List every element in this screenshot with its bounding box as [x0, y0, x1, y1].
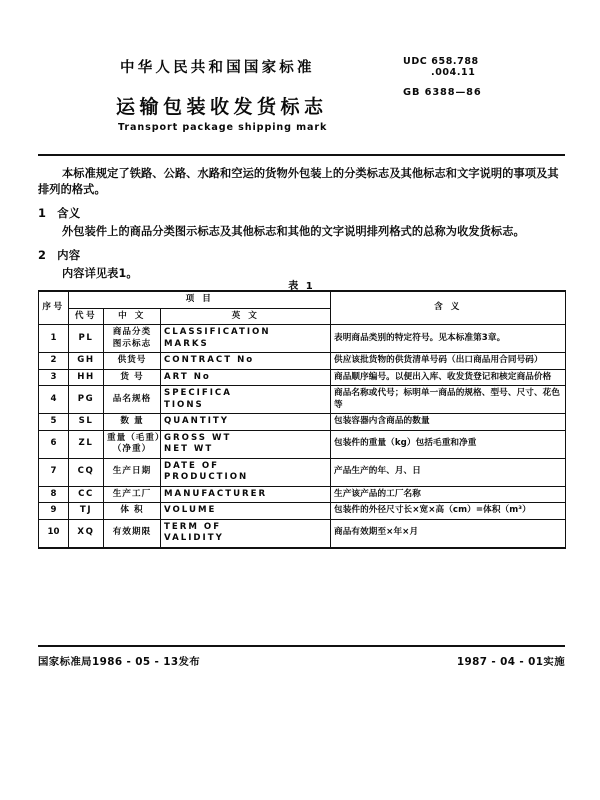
udc-number-line1: UDC 658.788: [403, 56, 479, 67]
cell-english: TERM OF VALIDITY: [161, 519, 331, 548]
table-row: [39, 430, 566, 458]
cell-english: CONTRACT No: [161, 353, 331, 370]
cell-chinese: 数 量: [104, 414, 161, 431]
cell-serial-no: 9: [39, 503, 69, 520]
cell-chinese: 生产工厂: [104, 486, 161, 503]
cell-chinese: 货 号: [104, 369, 161, 386]
cell-english: MANUFACTURER: [161, 486, 331, 503]
national-standard-label: 中华人民共和国国家标准: [120, 60, 315, 76]
document-body: [38, 166, 565, 282]
table-head: [39, 291, 566, 325]
spec-table: [38, 290, 566, 549]
document-header: [38, 46, 565, 146]
cell-meaning: 包装容器内含商品的数量: [331, 414, 566, 431]
cell-code: CQ: [69, 458, 104, 486]
cell-chinese: 商品分类 图示标志: [104, 325, 161, 353]
cell-code: GH: [69, 353, 104, 370]
cell-meaning: 包装件的重量（kg）包括毛重和净重: [331, 430, 566, 458]
cell-chinese: 体 积: [104, 503, 161, 520]
cell-chinese: 供货号: [104, 353, 161, 370]
header-divider-rule: [38, 154, 565, 156]
table-body: [39, 325, 566, 548]
section-2-number: 2: [38, 248, 47, 262]
th-code: 代号: [69, 308, 104, 325]
table-row: [39, 386, 566, 414]
cell-meaning: 生产该产品的工厂名称: [331, 486, 566, 503]
table-row: [39, 353, 566, 370]
cell-english: DATE OF PRODUCTION: [161, 458, 331, 486]
section-2-title: 内容: [57, 248, 81, 262]
th-serial-no: 序号: [39, 291, 69, 325]
issue-date: 国家标准局1986 - 05 - 13发布: [38, 656, 201, 668]
udc-number-line2: .004.11: [431, 67, 476, 78]
udc-block: [403, 56, 543, 98]
cell-chinese: 重量（毛重） （净重）: [104, 430, 161, 458]
cell-serial-no: 5: [39, 414, 69, 431]
cell-meaning: 商品有效期至×年×月: [331, 519, 566, 548]
th-meaning: 含 义: [331, 291, 566, 325]
section-1-number: 1: [38, 206, 47, 220]
cell-meaning: 商品顺序编号。以便出入库、收发货登记和核定商品价格: [331, 369, 566, 386]
cell-code: CC: [69, 486, 104, 503]
cell-meaning: 包装件的外径尺寸长×宽×高（cm）=体积（m³）: [331, 503, 566, 520]
effective-date: 1987 - 04 - 01实施: [456, 656, 565, 668]
cell-serial-no: 8: [39, 486, 69, 503]
cell-serial-no: 6: [39, 430, 69, 458]
cell-serial-no: 3: [39, 369, 69, 386]
intro-paragraph: 本标准规定了铁路、公路、水路和空运的货物外包装上的分类标志及其他标志和文字说明的事项及其排列的格式。: [38, 167, 559, 196]
th-item-group: 项 目: [69, 291, 331, 308]
cell-code: PL: [69, 325, 104, 353]
table-row: [39, 325, 566, 353]
cell-chinese: 有效期限: [104, 519, 161, 548]
standard-number: GB 6388—86: [403, 87, 482, 98]
table-row: [39, 519, 566, 548]
cell-chinese: 生产日期: [104, 458, 161, 486]
cell-english: GROSS WT NET WT: [161, 430, 331, 458]
cell-chinese: 品名规格: [104, 386, 161, 414]
table-row: [39, 486, 566, 503]
table-row: [39, 414, 566, 431]
table-caption: 表 1: [288, 281, 315, 292]
document-title-en: Transport package shipping mark: [118, 122, 328, 133]
table-row: [39, 503, 566, 520]
cell-serial-no: 1: [39, 325, 69, 353]
cell-meaning: 表明商品类别的特定符号。见本标准第3章。: [331, 325, 566, 353]
cell-english: QUANTITY: [161, 414, 331, 431]
cell-code: ZL: [69, 430, 104, 458]
cell-english: VOLUME: [161, 503, 331, 520]
cell-serial-no: 10: [39, 519, 69, 548]
document-title-cn: 运输包装收发货标志: [116, 96, 328, 118]
cell-english: CLASSIFICATION MARKS: [161, 325, 331, 353]
footer-divider-rule: [38, 645, 565, 647]
section-2-paragraph: 内容详见表1。: [62, 267, 138, 280]
cell-serial-no: 7: [39, 458, 69, 486]
cell-meaning: 产品生产的年、月、日: [331, 458, 566, 486]
cell-code: SL: [69, 414, 104, 431]
document-footer: [38, 653, 565, 668]
section-1-title: 含义: [57, 206, 81, 220]
section-1-paragraph: 外包装件上的商品分类图示标志及其他标志和其他的文字说明排列格式的总称为收发货标志。: [62, 225, 525, 238]
cell-code: TJ: [69, 503, 104, 520]
cell-english: SPECIFICA TIONS: [161, 386, 331, 414]
section-1-heading: [38, 205, 565, 221]
cell-serial-no: 4: [39, 386, 69, 414]
cell-serial-no: 2: [39, 353, 69, 370]
table-row: [39, 369, 566, 386]
cell-english: ART No: [161, 369, 331, 386]
th-english: 英 文: [161, 308, 331, 325]
cell-code: HH: [69, 369, 104, 386]
cell-meaning: 供应该批货物的供货清单号码（出口商品用合同号码）: [331, 353, 566, 370]
th-chinese: 中 文: [104, 308, 161, 325]
table-row: [39, 458, 566, 486]
cell-code: XQ: [69, 519, 104, 548]
section-2-heading: [38, 247, 565, 263]
cell-code: PG: [69, 386, 104, 414]
cell-meaning: 商品名称或代号；标明单一商品的规格、型号、尺寸、花色等: [331, 386, 566, 414]
table-head-row-1: [39, 291, 566, 308]
